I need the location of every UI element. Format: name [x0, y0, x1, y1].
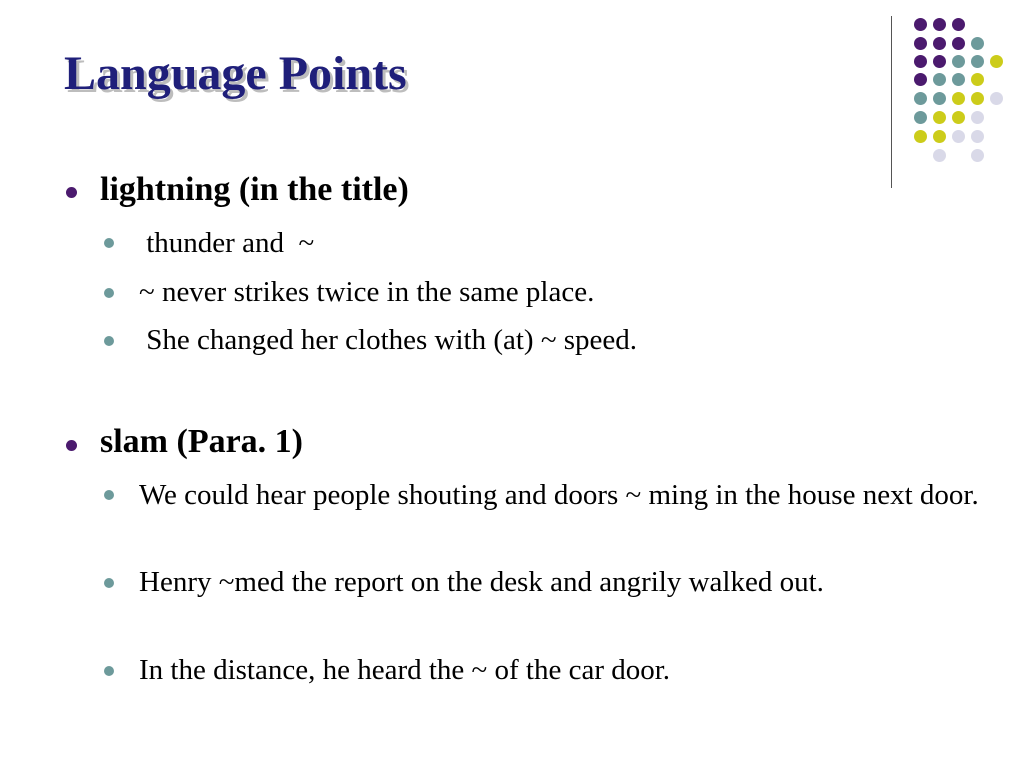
list-item: thunder and ~	[139, 227, 315, 259]
list-item: She changed her clothes with (at) ~ speed.	[139, 324, 638, 356]
list-item: ~ never strikes twice in the same place.	[139, 276, 595, 308]
slide-title: Language Points	[64, 47, 407, 100]
sub-bullet-icon	[104, 666, 114, 676]
bullet-icon	[66, 187, 77, 198]
list-item: We could hear people shouting and doors ~ ming in the house next door.	[139, 479, 979, 511]
sub-bullet-icon	[104, 288, 114, 298]
section-heading: lightning (in the title)	[100, 171, 409, 208]
sub-bullet-icon	[104, 238, 114, 248]
list-item: In the distance, he heard the ~ of the car door.	[139, 654, 671, 686]
sub-bullet-icon	[104, 336, 114, 346]
sub-bullet-icon	[104, 490, 114, 500]
bullet-icon	[66, 440, 77, 451]
list-item: Henry ~med the report on the desk and angrily walked out.	[139, 566, 824, 598]
sub-bullet-icon	[104, 578, 114, 588]
section-heading: slam (Para. 1)	[100, 423, 304, 460]
